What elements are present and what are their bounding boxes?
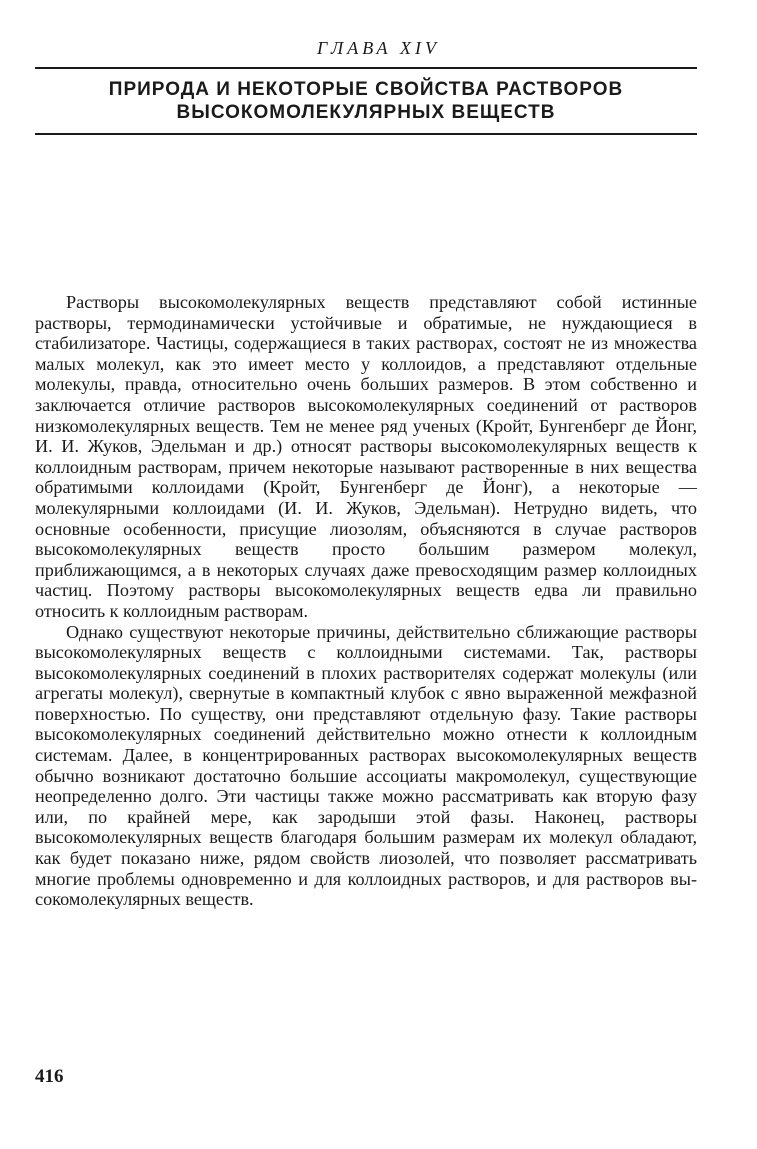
paragraph-2: Однако существуют некоторые причины, действительно сближающие растворы высокомолекулярных веществ с коллоидными системами. Так, растворы высокомолекулярных соединений в плохих растворителях содержат молекулы (или агрегаты молекул), свернутые в компактный клубок с явно выраженной межфазной поверхностью. По существу, они представляют отдельную фазу. Такие растворы высокомолекулярных соединений действительно можно отнести к коллоидным системам. Далее, в концентрированных растворах высокомолекулярных веществ обычно возникают достаточно большие ассоциаты макромолекул, существующие неопределенно долго. Эти частицы также можно рассматривать как вторую фазу или, по крайней мере, как зародыши этой фазы. Наконец, растворы высокомолекулярных веществ благодаря большим размерам их молекул обладают, как будет показано ниже, рядом свойств лиозолей, что позволяет рассматривать многие проблемы одновременно и для коллоидных растворов, и для растворов высокомолекулярных веществ. — [35, 621, 697, 910]
chapter-title-line-1: ПРИРОДА И НЕКОТОРЫЕ СВОЙСТВА РАСТВОРОВ — [108, 79, 624, 100]
header-bottom-rule — [35, 133, 697, 135]
page-number: 416 — [35, 1066, 64, 1087]
paragraph-1: Растворы высокомолекулярных веществ представляют собой истинные растворы, термодинамически устойчивые и обратимые, не нуждающиеся в стабилизаторе. Частицы, содержащиеся в таких растворах, состоят не из множества малых молекул, как это имеет место у коллоидов, а представляют отдельные молекулы, правда, относительно очень больших размеров. В этом собственно и заключается отличие растворов высокомолекулярных соединений от растворов низкомолекулярных веществ. Тем не менее ряд ученых (Кройт, Бунгенберг де Йонг, И. И. Жуков, Эдельман и др.) относят растворы высокомолекулярных веществ к коллоидным растворам, причем некоторые называют растворенные в них вещества обратимыми коллоидами (Кройт, Бунгенберг де Йонг), а некоторые — молекулярными коллоидами (И. И. Жуков, Эдельман). Нетрудно видеть, что основные особенности, присущие лиозолям, объясняются в случае растворов высокомолекулярных веществ просто большим размером молекул, приближающимся, а в некоторых случаях даже превосходящим размер коллоидных частиц. Поэтому растворы высокомолекулярных веществ едва ли правильно относить к коллоидным растворам. — [35, 292, 697, 621]
chapter-title — [35, 78, 697, 124]
chapter-label: ГЛАВА XIV — [317, 38, 440, 58]
body-text — [35, 292, 697, 910]
chapter-title-line-2: ВЫСОКОМОЛЕКУЛЯРНЫХ ВЕЩЕСТВ — [176, 102, 556, 123]
header-top-rule — [35, 67, 697, 69]
